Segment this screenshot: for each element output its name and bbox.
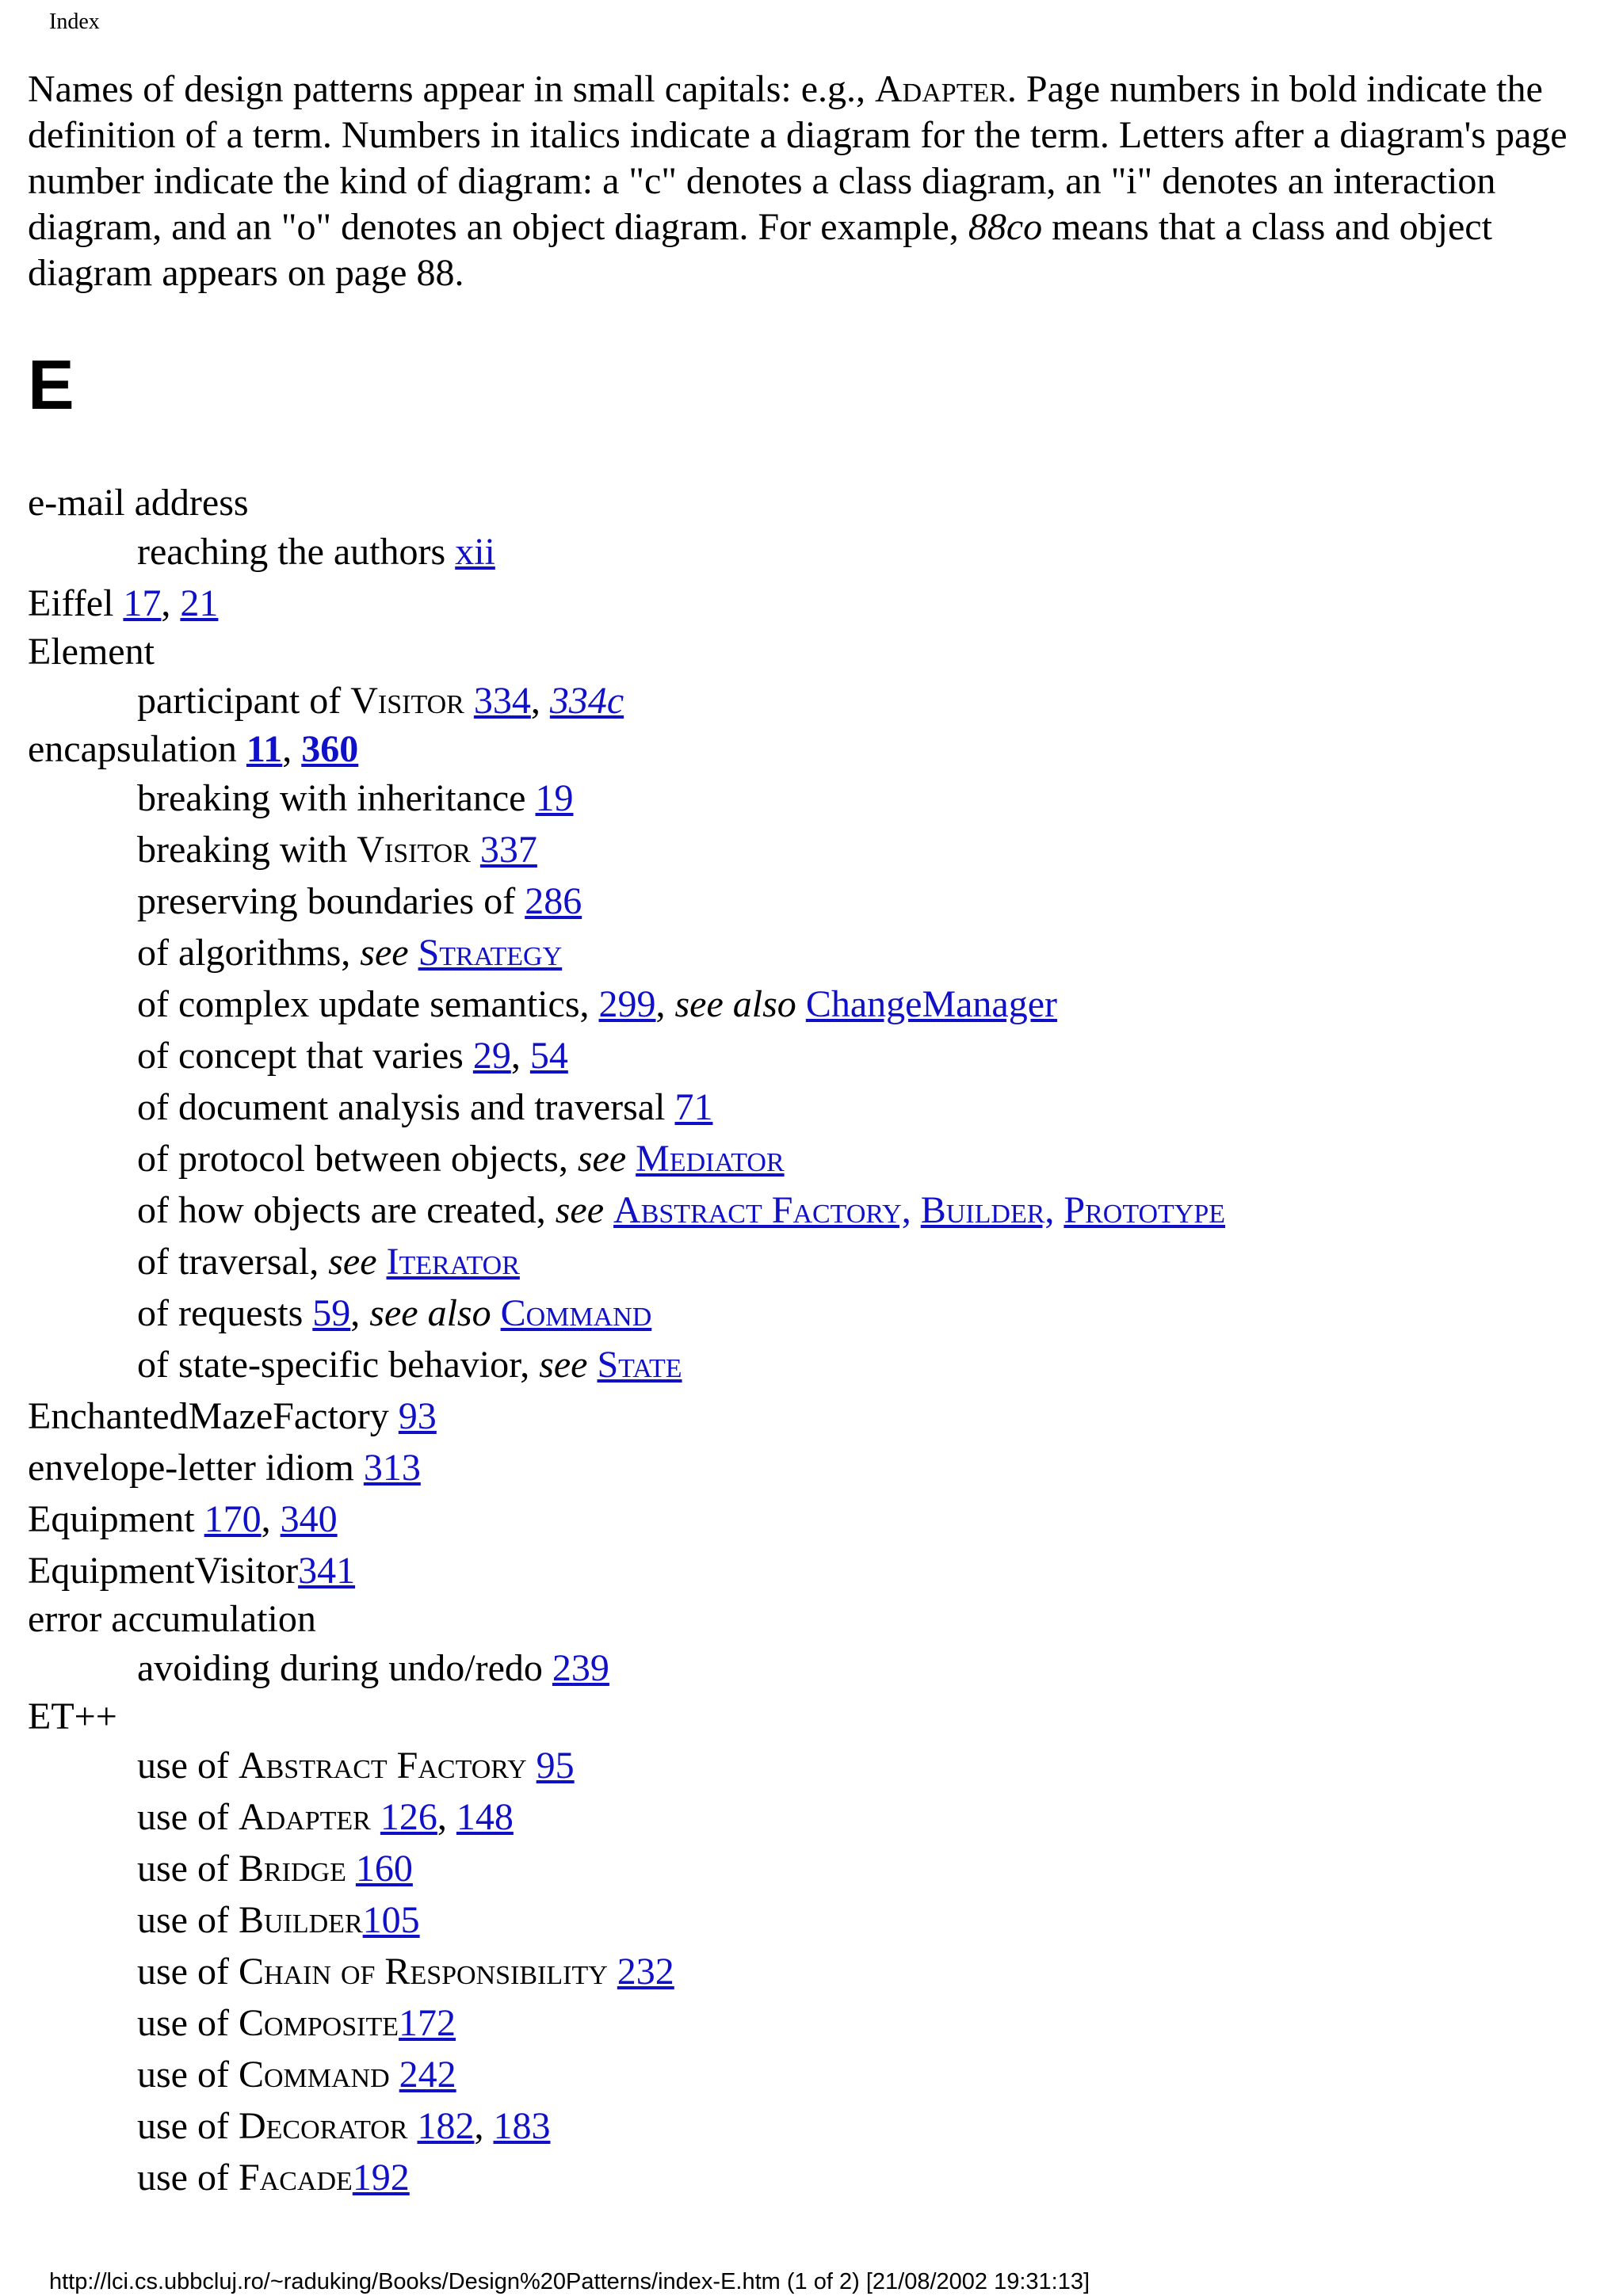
index-page-link[interactable]: 242: [399, 2054, 456, 2096]
entry-text: [409, 932, 418, 974]
pattern-name: Bridge: [238, 1848, 346, 1890]
pattern-name: Adapter: [238, 1796, 371, 1838]
index-subentry: [28, 1287, 1605, 1339]
entry-text: [377, 1241, 387, 1283]
index-page-link[interactable]: xii: [455, 531, 495, 573]
index-subentry: [28, 1339, 1605, 1390]
index-page-link[interactable]: Strategy: [418, 932, 563, 974]
entry-text: use of: [137, 1951, 239, 1993]
pattern-name: Visitor: [350, 680, 464, 722]
see-reference-text: see: [360, 932, 409, 974]
entry-text: use of: [137, 1899, 239, 1941]
intro-text-1: Names of design patterns appear in small capitals: e.g.,: [28, 68, 876, 110]
entry-text: of document analysis and traversal: [137, 1086, 675, 1128]
see-reference-text: see also: [369, 1292, 491, 1334]
index-page-link[interactable]: 183: [493, 2105, 551, 2147]
index-subentry: [28, 2100, 1605, 2152]
index-page-link[interactable]: 29: [472, 1035, 511, 1077]
entry-text: of protocol between objects,: [137, 1138, 578, 1180]
entry-text: use of: [137, 1745, 239, 1787]
entry-text: use of: [137, 2002, 239, 2044]
see-reference-text: see: [328, 1241, 377, 1283]
index-page-link[interactable]: 160: [355, 1848, 413, 1890]
index-entry: [28, 578, 1605, 629]
index-subentry: [28, 1997, 1605, 2049]
index-entry: [28, 1545, 1605, 1596]
entry-text: [464, 680, 474, 722]
entry-text: use of: [137, 2054, 239, 2096]
index-page-link[interactable]: Iterator: [386, 1241, 520, 1283]
index-subentry: [28, 2049, 1605, 2100]
index-entry: [28, 1596, 1605, 1642]
entry-text: ,: [437, 1796, 456, 1838]
index-page-link[interactable]: 334: [473, 680, 531, 722]
pattern-name: Facade: [238, 2157, 353, 2199]
index-page-link[interactable]: 192: [352, 2157, 410, 2199]
index-page-link[interactable]: 19: [535, 777, 574, 819]
index-page-link[interactable]: 148: [456, 1796, 514, 1838]
index-subentry: [28, 2152, 1605, 2203]
pattern-name: Decorator: [238, 2105, 408, 2147]
index-subentry: [28, 1081, 1605, 1133]
entry-text: [626, 1138, 636, 1180]
entry-text: of requests: [137, 1292, 313, 1334]
entry-text: use of: [137, 1848, 239, 1890]
index-subentry: [28, 526, 1605, 578]
index-page-link[interactable]: 17: [123, 582, 162, 624]
index-page-link[interactable]: 337: [479, 829, 537, 871]
pattern-name: Abstract Factory: [238, 1745, 527, 1787]
index-page-link[interactable]: 340: [280, 1498, 338, 1540]
index-page-link[interactable]: 286: [525, 880, 582, 922]
index-entry: [28, 727, 1605, 772]
entry-text: ,: [161, 582, 181, 624]
index-page-link[interactable]: 71: [674, 1086, 713, 1128]
entry-text: of algorithms,: [137, 932, 361, 974]
entry-text: [491, 1292, 501, 1334]
index-page-link[interactable]: 95: [536, 1745, 575, 1787]
entry-text: [407, 2105, 417, 2147]
index-subentry: [28, 675, 1605, 727]
index-subentry: [28, 927, 1605, 978]
entry-text: ,: [510, 1035, 530, 1077]
entry-text: [1054, 1189, 1064, 1231]
index-page-link[interactable]: 11: [246, 728, 283, 770]
entry-text: of complex update semantics,: [137, 983, 599, 1025]
index-page-link[interactable]: Mediator: [636, 1138, 785, 1180]
pattern-name: Command: [238, 2054, 390, 2096]
intro-paragraph: [28, 67, 1605, 296]
index-page-link[interactable]: Abstract Factory,: [613, 1189, 911, 1231]
intro-text-3: means that a class and object diagram appears on page 88.: [28, 206, 1492, 294]
pattern-name: Chain of Responsibility: [238, 1951, 608, 1993]
entry-text: use of: [137, 2157, 239, 2199]
index-entry: [28, 629, 1605, 675]
index-subentry: [28, 1894, 1605, 1946]
index-entry-list: [28, 480, 1605, 2203]
index-page-link[interactable]: 239: [552, 1647, 609, 1689]
entry-text: reaching the authors: [137, 531, 456, 573]
index-page-link[interactable]: 360: [301, 728, 359, 770]
index-page-link[interactable]: 54: [529, 1035, 568, 1077]
entry-text: of traversal,: [137, 1241, 329, 1283]
entry-text: breaking with inheritance: [137, 777, 536, 819]
intro-example-page: 88co: [968, 206, 1043, 248]
index-subentry: [28, 1791, 1605, 1843]
index-page-link[interactable]: State: [597, 1344, 682, 1386]
entry-text: Eiffel: [28, 582, 124, 624]
entry-text: preserving boundaries of: [137, 880, 525, 922]
index-page-link[interactable]: 299: [598, 983, 656, 1025]
entry-text: [604, 1189, 613, 1231]
index-page-link[interactable]: 126: [380, 1796, 437, 1838]
entry-text: e-mail address: [28, 482, 249, 524]
index-page-link[interactable]: Command: [500, 1292, 652, 1334]
index-entry: [28, 1493, 1605, 1545]
index-subentry: [28, 1642, 1605, 1694]
entry-text: envelope-letter idiom: [28, 1447, 364, 1489]
index-entry: [28, 1442, 1605, 1493]
entry-text: [390, 2054, 399, 2096]
index-page-link[interactable]: 172: [399, 2002, 456, 2044]
entry-text: ,: [655, 983, 675, 1025]
entry-text: [911, 1189, 921, 1231]
index-page-link[interactable]: 182: [417, 2105, 475, 2147]
entry-text: Element: [28, 631, 155, 673]
entry-text: use of: [137, 2105, 239, 2147]
entry-text: ET++: [28, 1695, 117, 1737]
index-subentry: [28, 772, 1605, 824]
entry-text: encapsulation: [28, 728, 246, 770]
index-page-link[interactable]: 313: [363, 1447, 421, 1489]
index-page-link[interactable]: 170: [204, 1498, 262, 1540]
see-reference-text: see: [577, 1138, 627, 1180]
see-reference-text: see: [555, 1189, 605, 1231]
entry-text: of how objects are created,: [137, 1189, 556, 1231]
see-reference-text: see: [539, 1344, 588, 1386]
entry-text: error accumulation: [28, 1598, 316, 1640]
index-subentry: [28, 978, 1605, 1030]
pattern-name: Visitor: [357, 829, 471, 871]
entry-text: ,: [282, 728, 302, 770]
entry-text: of concept that varies: [137, 1035, 473, 1077]
index-page-link[interactable]: ChangeManager: [805, 983, 1058, 1025]
intro-text-2: . Page numbers in bold indicate the definition of a term. Numbers in italics indicate a diagram for the term. Letters after a diagram's page number indicate the kind of diagram: a "c" denotes a class diagram, an "i" denotes an interaction diagram, and an "o" denotes an object diagram. For example,: [28, 68, 1568, 248]
entry-text: [346, 1848, 356, 1890]
intro-example-pattern: Adapter: [875, 68, 1007, 110]
index-page-link[interactable]: 21: [180, 582, 219, 624]
index-page-link[interactable]: 232: [617, 1951, 674, 1993]
entry-text: [608, 1951, 617, 1993]
index-page-link[interactable]: 341: [298, 1550, 356, 1592]
entry-text: EnchantedMazeFactory: [28, 1395, 399, 1437]
entry-text: avoiding during undo/redo: [137, 1647, 552, 1689]
index-subentry: [28, 1740, 1605, 1791]
index-entry: [28, 1694, 1605, 1740]
pattern-name: Composite: [238, 2002, 399, 2044]
index-page-link[interactable]: 334c: [549, 680, 624, 722]
section-letter-heading: E: [28, 345, 74, 424]
entry-text: ,: [474, 2105, 494, 2147]
pattern-name: Builder: [238, 1899, 363, 1941]
entry-text: participant of: [137, 680, 351, 722]
index-subentry: [28, 1133, 1605, 1184]
index-page-link[interactable]: 93: [398, 1395, 437, 1437]
entry-text: [796, 983, 806, 1025]
page-header-title: Index: [49, 10, 100, 34]
entry-text: EquipmentVisitor: [28, 1550, 299, 1592]
index-subentry: [28, 824, 1605, 875]
index-page-link[interactable]: Builder,: [920, 1189, 1055, 1231]
page-footer-url: http://lci.cs.ubbcluj.ro/~raduking/Books/Design%20Patterns/index-E.htm (1 of 2) [21/08/2002 19:31:13]: [49, 2269, 1090, 2294]
see-reference-text: see also: [674, 983, 796, 1025]
entry-text: breaking with: [137, 829, 357, 871]
index-page-link[interactable]: 105: [362, 1899, 420, 1941]
index-subentry: [28, 1946, 1605, 1997]
entry-text: [527, 1745, 537, 1787]
entry-text: [471, 829, 480, 871]
index-subentry: [28, 1236, 1605, 1287]
index-subentry: [28, 875, 1605, 927]
index-subentry: [28, 1184, 1605, 1236]
entry-text: Equipment: [28, 1498, 204, 1540]
entry-text: ,: [530, 680, 550, 722]
entry-text: use of: [137, 1796, 239, 1838]
entry-text: of state-specific behavior,: [137, 1344, 540, 1386]
entry-text: [371, 1796, 380, 1838]
index-subentry: [28, 1843, 1605, 1894]
entry-text: ,: [350, 1292, 370, 1334]
entry-text: [587, 1344, 597, 1386]
index-entry: [28, 480, 1605, 526]
index-entry: [28, 1390, 1605, 1442]
index-page-link[interactable]: Prototype: [1064, 1189, 1226, 1231]
entry-text: ,: [261, 1498, 281, 1540]
index-page-link[interactable]: 59: [312, 1292, 351, 1334]
index-subentry: [28, 1030, 1605, 1081]
